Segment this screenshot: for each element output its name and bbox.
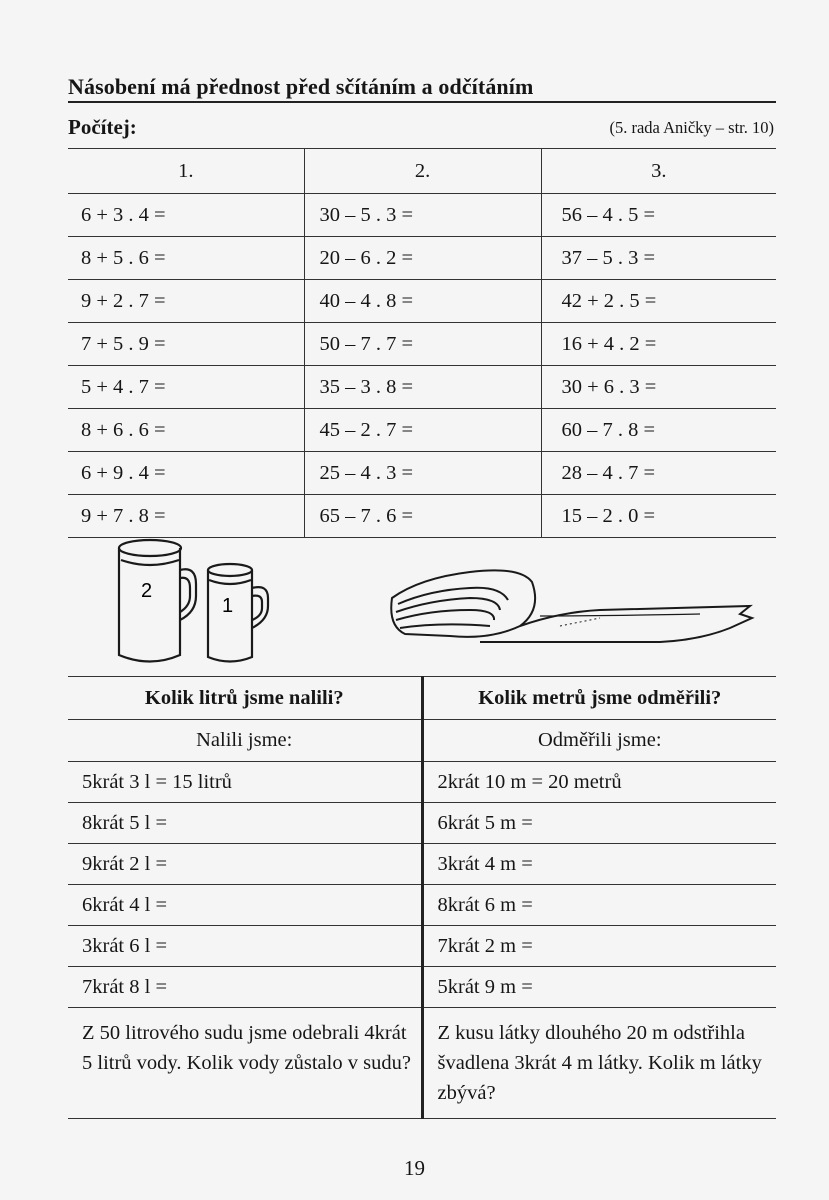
meters-item: 2krát 10 m = 20 metrů bbox=[422, 762, 776, 803]
exercise-cell: 45 – 2 . 7 = bbox=[304, 409, 541, 452]
exercise-cell: 30 + 6 . 3 = bbox=[541, 366, 776, 409]
meters-subheading: Odměřili jsme: bbox=[422, 720, 776, 762]
small-jug-label: 1 bbox=[222, 595, 234, 617]
barrel-story-problem: Z 50 litrového sudu jsme odebrali 4krát 5 litrů vody. Kolik vody zůstalo v sudu? bbox=[68, 1008, 422, 1119]
exercise-cell: 50 – 7 . 7 = bbox=[304, 323, 541, 366]
exercise-cell: 28 – 4 . 7 = bbox=[541, 452, 776, 495]
meters-item: 5krát 9 m = bbox=[422, 967, 776, 1008]
word-problem-header-row bbox=[68, 677, 776, 720]
exercise-cell: 9 + 7 . 8 = bbox=[68, 495, 304, 538]
exercise-cell: 42 + 2 . 5 = bbox=[541, 280, 776, 323]
liters-item: 6krát 4 l = bbox=[68, 885, 422, 926]
liters-item: 7krát 8 l = bbox=[68, 967, 422, 1008]
exercise-cell: 40 – 4 . 8 = bbox=[304, 280, 541, 323]
exercise-cell: 25 – 4 . 3 = bbox=[304, 452, 541, 495]
big-jug-label: 2 bbox=[141, 580, 153, 602]
small-jug-icon bbox=[208, 564, 268, 662]
exercise-cell: 20 – 6 . 2 = bbox=[304, 237, 541, 280]
exercise-cell: 35 – 3 . 8 = bbox=[304, 366, 541, 409]
exercise-cell: 9 + 2 . 7 = bbox=[68, 280, 304, 323]
column-header-2: 2. bbox=[304, 149, 541, 194]
exercise-cell: 5 + 4 . 7 = bbox=[68, 366, 304, 409]
fabric-roll-icon bbox=[391, 570, 752, 642]
story-problem-row bbox=[68, 1008, 776, 1119]
liters-item: 8krát 5 l = bbox=[68, 803, 422, 844]
liters-item: 3krát 6 l = bbox=[68, 926, 422, 967]
liters-item: 5krát 3 l = 15 litrů bbox=[68, 762, 422, 803]
exercise-cell: 8 + 6 . 6 = bbox=[68, 409, 304, 452]
exercise-cell: 56 – 4 . 5 = bbox=[541, 194, 776, 237]
source-reference: (5. rada Aničky – str. 10) bbox=[609, 118, 774, 137]
exercise-cell: 7 + 5 . 9 = bbox=[68, 323, 304, 366]
fabric-story-problem: Z kusu látky dlouhého 20 m odstřihla švadlena 3krát 4 m látky. Kolik m látky zbývá? bbox=[422, 1008, 776, 1119]
exercise-cell: 16 + 4 . 2 = bbox=[541, 323, 776, 366]
table-row bbox=[68, 967, 776, 1008]
meters-item: 7krát 2 m = bbox=[422, 926, 776, 967]
word-problem-subheader-row bbox=[68, 720, 776, 762]
meters-item: 3krát 4 m = bbox=[422, 844, 776, 885]
exercise-instruction: Počítej: bbox=[68, 115, 137, 139]
exercise-cell: 37 – 5 . 3 = bbox=[541, 237, 776, 280]
exercise-cell: 6 + 9 . 4 = bbox=[68, 452, 304, 495]
meters-item: 8krát 6 m = bbox=[422, 885, 776, 926]
exercise-cell: 6 + 3 . 4 = bbox=[68, 194, 304, 237]
meters-question: Kolik metrů jsme odměřili? bbox=[422, 677, 776, 720]
liters-subheading: Nalili jsme: bbox=[68, 720, 422, 762]
table-row bbox=[68, 803, 776, 844]
column-header-3: 3. bbox=[541, 149, 776, 194]
exercise-cell: 65 – 7 . 6 = bbox=[304, 495, 541, 538]
table-row bbox=[68, 844, 776, 885]
column-header-1: 1. bbox=[68, 149, 304, 194]
liters-item: 9krát 2 l = bbox=[68, 844, 422, 885]
exercise-cell: 15 – 2 . 0 = bbox=[541, 495, 776, 538]
table-row bbox=[68, 762, 776, 803]
page-number: 19 bbox=[404, 1156, 425, 1180]
table-row bbox=[68, 885, 776, 926]
page-heading: Násobení má přednost před sčítáním a odčítáním bbox=[68, 74, 534, 99]
meters-item: 6krát 5 m = bbox=[422, 803, 776, 844]
big-jug-icon bbox=[119, 540, 196, 662]
liters-question: Kolik litrů jsme nalili? bbox=[68, 677, 422, 720]
exercise-cell: 60 – 7 . 8 = bbox=[541, 409, 776, 452]
exercise-cell: 30 – 5 . 3 = bbox=[304, 194, 541, 237]
exercise-cell: 8 + 5 . 6 = bbox=[68, 237, 304, 280]
table-row bbox=[68, 926, 776, 967]
word-problem-table bbox=[68, 676, 776, 1119]
